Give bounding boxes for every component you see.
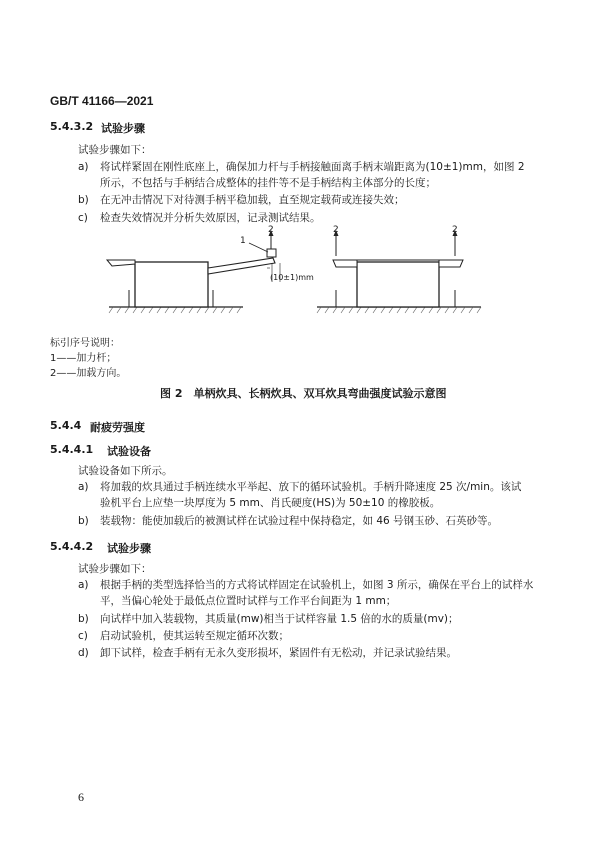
section-5-4-3-2-intro: 试验步骤如下： bbox=[78, 144, 152, 156]
figure-label-2-right-b: 2 bbox=[452, 225, 458, 235]
list-marker: a) bbox=[78, 481, 89, 493]
legend-item-1: 1——加力杆； bbox=[50, 353, 117, 364]
section-5-4-4-2-title: 试验步骤 bbox=[107, 542, 151, 555]
section-5-4-4-1-title: 试验设备 bbox=[107, 445, 151, 458]
list-text: 检查失效情况并分析失效原因，记录测试结果。 bbox=[100, 212, 321, 224]
figure-dimension-label: (10±1)mm bbox=[270, 273, 314, 282]
right-test-setup bbox=[317, 230, 481, 313]
pot-body-right bbox=[357, 262, 439, 307]
pot-body-left bbox=[135, 262, 208, 307]
list-text: 向试样中加入装载物，其质量(mw)相当于试样容量 1.5 倍的水的质量(mv)； bbox=[100, 613, 459, 625]
list-marker: a) bbox=[78, 579, 89, 591]
list-marker: b) bbox=[78, 613, 89, 625]
list-text: 卸下试样，检查手柄有无永久变形损坏，紧固件有无松动，并记录试验结果。 bbox=[100, 647, 457, 659]
list-text: 启动试验机，使其运转至规定循环次数； bbox=[100, 630, 289, 642]
section-5-4-3-2-title: 试验步骤 bbox=[101, 122, 145, 135]
legend-item-2: 2——加载方向。 bbox=[50, 368, 127, 379]
section-5-4-4-2-intro: 试验步骤如下： bbox=[78, 563, 152, 575]
ear-left bbox=[333, 260, 357, 267]
list-text-line-1: 根据手柄的类型选择恰当的方式将试样固定在试验机上，如图 3 所示，确保在平台上的试样水 bbox=[100, 579, 534, 591]
page-number: 6 bbox=[78, 790, 84, 804]
list-text: 装载物：能使加载后的被测试样在试验过程中保持稳定，如 46 号钢玉砂、石英砂等。 bbox=[100, 515, 499, 527]
figure-label-2-left: 2 bbox=[268, 225, 274, 235]
list-marker: a) bbox=[78, 161, 89, 173]
section-5-4-4-1-intro: 试验设备如下所示。 bbox=[78, 465, 173, 477]
list-text: 在无冲击情况下对待测手柄平稳加载，直至规定载荷或连接失效； bbox=[100, 194, 405, 206]
section-5-4-4-2-number: 5.4.4.2 bbox=[50, 540, 94, 553]
label-1-leader bbox=[249, 243, 268, 252]
ground-hatch-right bbox=[317, 307, 481, 313]
legend-title: 标引序号说明： bbox=[50, 338, 120, 349]
list-marker: d) bbox=[78, 647, 89, 659]
force-rod-block bbox=[267, 249, 276, 257]
ground-hatch-left bbox=[109, 307, 241, 313]
pot-rim-left bbox=[107, 260, 135, 266]
figure-label-1: 1 bbox=[240, 236, 246, 246]
list-marker: c) bbox=[78, 630, 88, 642]
long-handle bbox=[208, 258, 275, 274]
left-test-setup bbox=[107, 230, 280, 313]
list-text-line-1: 将加载的炊具通过手柄连续水平举起、放下的循环试验机。手柄升降速度 25 次/min。该试 bbox=[100, 481, 522, 493]
figure-label-2-right-a: 2 bbox=[333, 225, 339, 235]
list-text-line-1: 将试样紧固在刚性底座上，确保加力杆与手柄接触面离手柄末端距离为(10±1)mm，如图 2 bbox=[100, 161, 525, 173]
list-text bbox=[100, 479, 560, 511]
standard-code-header: GB/T 41166—2021 bbox=[50, 94, 154, 108]
section-5-4-4-number: 5.4.4 bbox=[50, 419, 82, 432]
ear-right bbox=[439, 260, 463, 267]
list-text bbox=[100, 577, 560, 609]
figure-2-caption: 图 2 单柄炊具、长柄炊具、双耳炊具弯曲强度试验示意图 bbox=[160, 387, 447, 400]
list-marker: c) bbox=[78, 212, 88, 224]
section-5-4-3-2-number: 5.4.3.2 bbox=[50, 120, 94, 133]
figure-2-diagram bbox=[95, 222, 505, 317]
list-marker: b) bbox=[78, 194, 89, 206]
list-marker: b) bbox=[78, 515, 89, 527]
list-text-line-2: 验机平台上应垫一块厚度为 5 mm、肖氏硬度(HS)为 50±10 的橡胶板。 bbox=[100, 497, 441, 509]
list-text bbox=[100, 159, 560, 191]
section-5-4-4-title: 耐疲劳强度 bbox=[90, 421, 145, 434]
list-text-line-2: 平，当偏心轮处于最低点位置时试样与工作平台间距为 1 mm； bbox=[100, 595, 397, 607]
list-text-line-2: 所示，不包括与手柄结合成整体的挂件等不是手柄结构主体部分的长度； bbox=[100, 177, 436, 189]
section-5-4-4-1-number: 5.4.4.1 bbox=[50, 443, 94, 456]
